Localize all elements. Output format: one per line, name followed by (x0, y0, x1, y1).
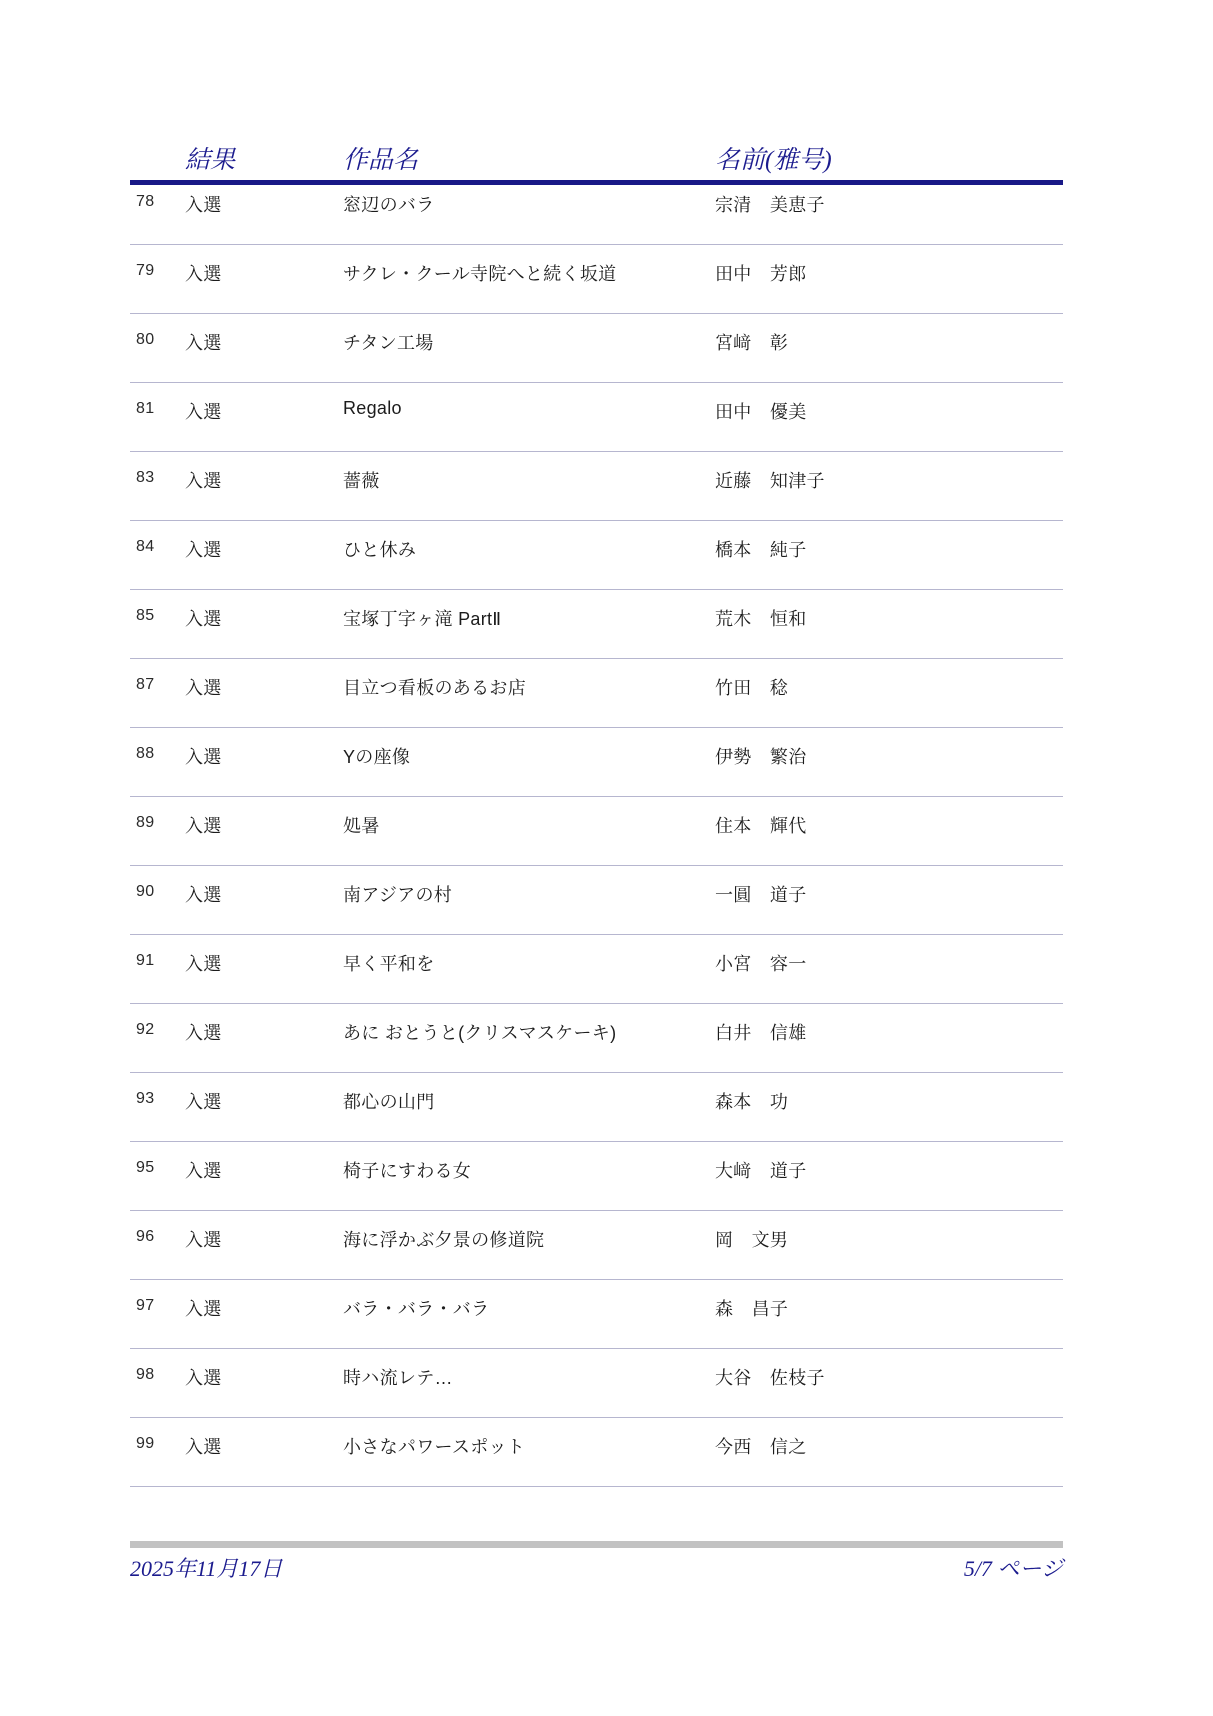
row-number: 89 (136, 814, 155, 831)
row-name: 住本 輝代 (715, 816, 807, 836)
row-name: 宗清 美恵子 (715, 195, 825, 215)
row-name: 白井 信雄 (715, 1023, 807, 1043)
footer-divider-bar (130, 1541, 1063, 1548)
row-number: 81 (136, 400, 155, 417)
row-name: 森 昌子 (715, 1299, 789, 1319)
table-row (130, 599, 1063, 668)
row-name: 近藤 知津子 (715, 471, 825, 491)
row-name: 橋本 純子 (715, 540, 807, 560)
row-name: 小宮 容一 (715, 954, 807, 974)
row-separator (130, 1210, 1063, 1211)
row-number: 91 (136, 952, 155, 969)
row-separator (130, 1003, 1063, 1004)
table-row (130, 530, 1063, 599)
row-number: 78 (136, 193, 155, 210)
row-name: 宮﨑 彰 (715, 333, 789, 353)
row-separator (130, 658, 1063, 659)
table-row (130, 1427, 1063, 1496)
table-row (130, 1082, 1063, 1151)
row-name: 荒木 恒和 (715, 609, 807, 629)
row-number: 95 (136, 1159, 155, 1176)
row-name: 伊勢 繁治 (715, 747, 807, 767)
row-number: 85 (136, 607, 155, 624)
row-title: 海に浮かぶ夕景の修道院 (343, 1230, 545, 1250)
row-result: 入選 (185, 1023, 222, 1043)
row-result: 入選 (185, 1092, 222, 1112)
row-name: 今西 信之 (715, 1437, 807, 1457)
row-separator (130, 1279, 1063, 1280)
row-result: 入選 (185, 402, 222, 422)
table-row (130, 461, 1063, 530)
row-result: 入選 (185, 954, 222, 974)
row-number: 96 (136, 1228, 155, 1245)
row-number: 97 (136, 1297, 155, 1314)
column-header-result: 結果 (185, 147, 236, 174)
results-table-body (130, 185, 1063, 1496)
row-result: 入選 (185, 471, 222, 491)
row-title: 南アジアの村 (343, 885, 453, 905)
row-separator (130, 520, 1063, 521)
row-result: 入選 (185, 195, 222, 215)
row-separator (130, 1072, 1063, 1073)
row-number: 98 (136, 1366, 155, 1383)
table-row (130, 806, 1063, 875)
row-title: 目立つ看板のあるお店 (343, 678, 526, 698)
row-result: 入選 (185, 333, 222, 353)
table-row (130, 1151, 1063, 1220)
row-title: 薔薇 (343, 471, 380, 491)
row-name: 大﨑 道子 (715, 1161, 807, 1181)
footer-date: 2025年11月17日 (130, 1556, 283, 1581)
row-name: 竹田 稔 (715, 678, 789, 698)
row-result: 入選 (185, 885, 222, 905)
row-number: 84 (136, 538, 155, 555)
table-row (130, 875, 1063, 944)
row-title: 椅子にすわる女 (343, 1161, 472, 1181)
row-name: 森本 功 (715, 1092, 789, 1112)
row-number: 88 (136, 745, 155, 762)
row-result: 入選 (185, 1299, 222, 1319)
row-separator (130, 382, 1063, 383)
row-separator (130, 589, 1063, 590)
row-name: 田中 優美 (715, 402, 807, 422)
row-name: 大谷 佐枝子 (715, 1368, 825, 1388)
row-number: 80 (136, 331, 155, 348)
row-separator (130, 1141, 1063, 1142)
row-title: 小さなパワースポット (343, 1437, 526, 1457)
column-header-name: 名前(雅号) (715, 147, 832, 174)
row-number: 92 (136, 1021, 155, 1038)
row-number: 83 (136, 469, 155, 486)
row-separator (130, 796, 1063, 797)
row-result: 入選 (185, 678, 222, 698)
row-title: Regalo (343, 398, 402, 418)
row-number: 90 (136, 883, 155, 900)
row-number: 87 (136, 676, 155, 693)
row-result: 入選 (185, 1437, 222, 1457)
row-title: 窓辺のバラ (343, 195, 435, 215)
row-result: 入選 (185, 816, 222, 836)
row-number: 93 (136, 1090, 155, 1107)
row-title: Yの座像 (343, 747, 411, 767)
row-separator (130, 1417, 1063, 1418)
table-row (130, 944, 1063, 1013)
row-separator (130, 727, 1063, 728)
row-separator (130, 1486, 1063, 1487)
table-row (130, 323, 1063, 392)
table-row (130, 737, 1063, 806)
row-number: 79 (136, 262, 155, 279)
row-title: サクレ・クール寺院へと続く坂道 (343, 264, 617, 284)
row-separator (130, 451, 1063, 452)
row-title: ひと休み (343, 540, 417, 560)
table-row (130, 1358, 1063, 1427)
table-row (130, 1220, 1063, 1289)
row-result: 入選 (185, 747, 222, 767)
table-row (130, 185, 1063, 254)
row-separator (130, 1348, 1063, 1349)
table-row (130, 254, 1063, 323)
row-name: 岡 文男 (715, 1230, 789, 1250)
row-title: チタン工場 (343, 333, 434, 353)
row-result: 入選 (185, 264, 222, 284)
row-name: 田中 芳郎 (715, 264, 807, 284)
footer-page-number: 5/7 ページ (963, 1556, 1063, 1581)
row-result: 入選 (185, 1230, 222, 1250)
row-number: 99 (136, 1435, 155, 1452)
table-row (130, 1013, 1063, 1082)
row-title: あに おとうと(クリスマスケーキ) (343, 1023, 617, 1043)
row-separator (130, 313, 1063, 314)
row-result: 入選 (185, 1161, 222, 1181)
table-row (130, 392, 1063, 461)
row-title: バラ・バラ・バラ (343, 1299, 490, 1319)
results-table (130, 136, 1063, 1496)
column-header-title: 作品名 (343, 147, 419, 174)
row-title: 時ハ流レテ… (343, 1368, 453, 1388)
row-separator (130, 934, 1063, 935)
row-result: 入選 (185, 1368, 222, 1388)
row-title: 早く平和を (343, 954, 435, 974)
row-separator (130, 865, 1063, 866)
row-title: 都心の山門 (343, 1092, 435, 1112)
row-name: 一圓 道子 (715, 885, 807, 905)
table-row (130, 1289, 1063, 1358)
row-result: 入選 (185, 609, 222, 629)
table-row (130, 668, 1063, 737)
row-result: 入選 (185, 540, 222, 560)
row-separator (130, 244, 1063, 245)
row-title: 処暑 (343, 816, 380, 836)
row-title: 宝塚丁字ヶ滝 PartⅡ (343, 609, 502, 629)
table-header (130, 136, 1063, 185)
